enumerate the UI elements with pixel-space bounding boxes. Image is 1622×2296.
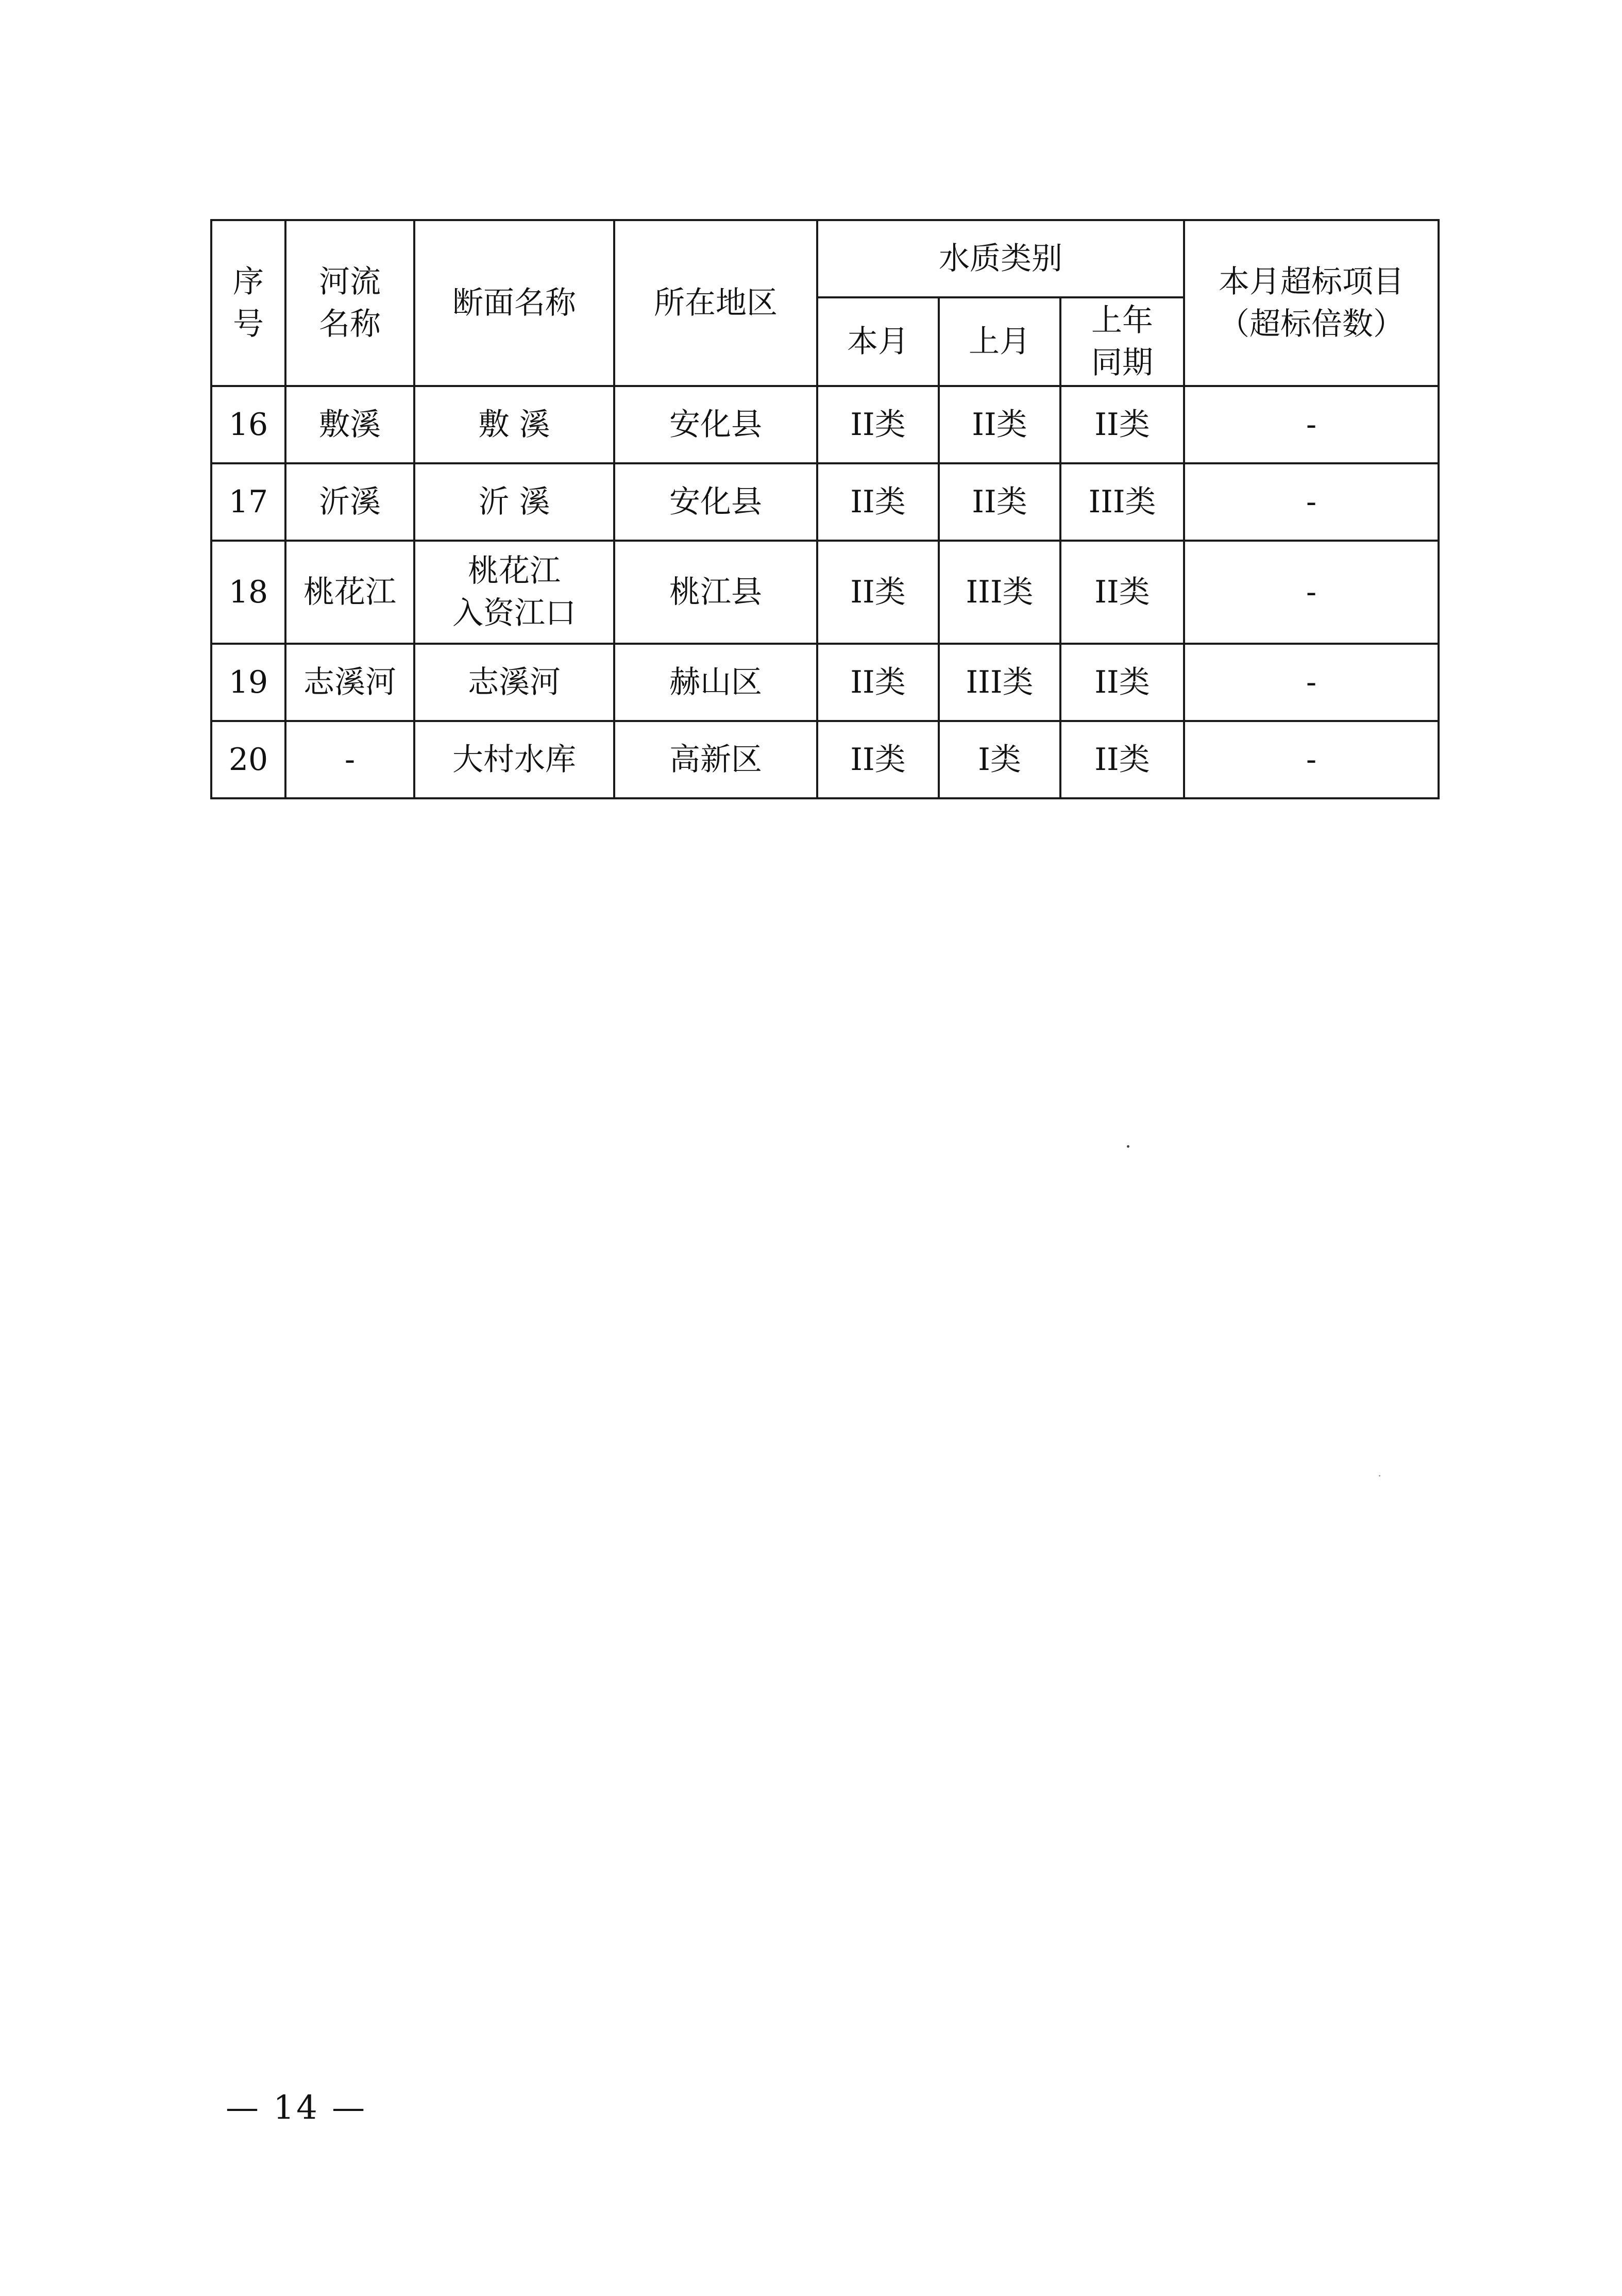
header-row-top: [211, 220, 1439, 297]
cell-region: 高新区: [614, 721, 817, 798]
cell-river: 沂溪: [285, 463, 414, 541]
cell-this-month: II类: [817, 721, 939, 798]
cell-last-year: II类: [1060, 386, 1184, 463]
cell-this-month: II类: [817, 386, 939, 463]
header-last-year-same-period: 上年 同期: [1060, 297, 1184, 386]
cell-exceed: -: [1184, 721, 1439, 798]
cell-index: 16: [211, 386, 285, 463]
cell-river: 桃花江: [285, 541, 414, 644]
cell-last-month: II类: [939, 463, 1060, 541]
header-this-month: 本月: [817, 297, 939, 386]
cell-region: 安化县: [614, 463, 817, 541]
cell-last-month: III类: [939, 644, 1060, 721]
cell-river: 志溪河: [285, 644, 414, 721]
table-body: [211, 386, 1439, 798]
water-quality-table: [210, 219, 1440, 799]
cell-section: 敷 溪: [414, 386, 614, 463]
cell-exceed: -: [1184, 644, 1439, 721]
cell-section: 志溪河: [414, 644, 614, 721]
scan-speck: [1379, 1475, 1380, 1477]
cell-index: 20: [211, 721, 285, 798]
cell-region: 赫山区: [614, 644, 817, 721]
header-river-name: 河流 名称: [285, 220, 414, 386]
header-exceed-items: 本月超标项目 （超标倍数）: [1184, 220, 1439, 386]
cell-last-month: II类: [939, 386, 1060, 463]
header-section-name: 断面名称: [414, 220, 614, 386]
header-region: 所在地区: [614, 220, 817, 386]
cell-this-month: II类: [817, 644, 939, 721]
cell-exceed: -: [1184, 386, 1439, 463]
cell-index: 17: [211, 463, 285, 541]
cell-this-month: II类: [817, 463, 939, 541]
table-row: [211, 463, 1439, 541]
header-last-month: 上月: [939, 297, 1060, 386]
cell-last-year: II类: [1060, 541, 1184, 644]
cell-region: 安化县: [614, 386, 817, 463]
cell-last-year: II类: [1060, 721, 1184, 798]
table-row: [211, 541, 1439, 644]
cell-last-month: III类: [939, 541, 1060, 644]
table-header: [211, 220, 1439, 386]
cell-river: 敷溪: [285, 386, 414, 463]
header-index: 序 号: [211, 220, 285, 386]
header-water-quality-class: 水质类别: [817, 220, 1184, 297]
table-row: [211, 721, 1439, 798]
cell-last-month: I类: [939, 721, 1060, 798]
table-row: [211, 644, 1439, 721]
cell-index: 19: [211, 644, 285, 721]
cell-river: -: [285, 721, 414, 798]
page-number: — 14 —: [226, 2089, 367, 2127]
cell-exceed: -: [1184, 541, 1439, 644]
cell-region: 桃江县: [614, 541, 817, 644]
cell-last-year: II类: [1060, 644, 1184, 721]
cell-section: 沂 溪: [414, 463, 614, 541]
cell-section: 桃花江 入资江口: [414, 541, 614, 644]
cell-last-year: III类: [1060, 463, 1184, 541]
cell-exceed: -: [1184, 463, 1439, 541]
table-row: [211, 386, 1439, 463]
cell-section: 大村水库: [414, 721, 614, 798]
cell-this-month: II类: [817, 541, 939, 644]
scan-speck: [1127, 1145, 1129, 1148]
cell-index: 18: [211, 541, 285, 644]
